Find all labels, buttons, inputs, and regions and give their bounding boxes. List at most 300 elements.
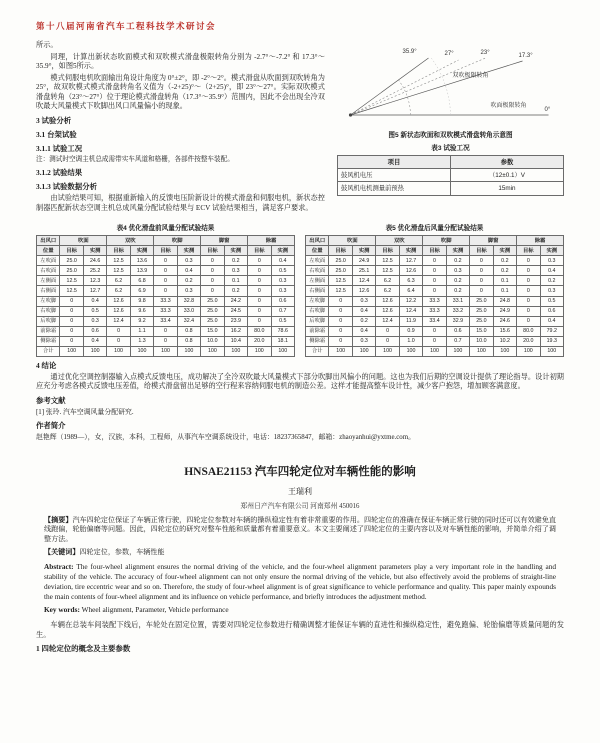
damper-angle-diagram — [337, 41, 564, 127]
table-cell: 100 — [399, 346, 422, 356]
keywords-cn-label: 【关键词】 — [44, 548, 80, 557]
table-cell: 12.5 — [376, 266, 399, 276]
table-cell: 100 — [248, 346, 271, 356]
table-cell: 0.5 — [540, 296, 563, 306]
table-cell: 12.7 — [83, 286, 106, 296]
table-row — [337, 182, 563, 195]
table-row — [37, 296, 295, 306]
table-cell: 10.2 — [493, 336, 516, 346]
table-row — [37, 346, 295, 356]
heading-3-1-1: 3.1.1 试验工况 — [36, 143, 83, 153]
table-cell: 33.3 — [423, 296, 446, 306]
table-cell: 15.0 — [201, 326, 224, 336]
table3-test-conditions — [337, 155, 564, 196]
table-cell: 0.4 — [352, 326, 375, 336]
paragraph-servo: 模式伺服电机吹面输出角设计角度为 0°±2°，即 -2°～2°。模式滑盘从吹面到双吹转角为 25°，故双吹模式模式滑盘转角名义值为（-2+25)°～（2+25)°，即 23°～27°。实际双吹模式滑盘转角（23°～27°）位于理论模式滑盘转角（17.3°～35.9°）范围内，因此不会出现全冷双吹最大风量模式下吹脚出风口风量偏小的现象。 — [36, 73, 325, 110]
table-header-cell: 目标 — [470, 246, 493, 256]
table-cell: 0 — [329, 296, 352, 306]
table-cell: 0 — [470, 286, 493, 296]
table-cell: 前除霜 — [37, 326, 60, 336]
table-cell: 0.3 — [83, 316, 106, 326]
table-cell: 33.1 — [446, 296, 469, 306]
table-cell: 侧除霜 — [37, 336, 60, 346]
table-header-cell: 实测 — [493, 246, 516, 256]
table-cell: 前除霜 — [306, 326, 329, 336]
table-cell: 0 — [248, 276, 271, 286]
abstract-cn-label: 【摘要】 — [44, 515, 73, 524]
table-header-cell: 实测 — [130, 246, 153, 256]
table-cell: 0.2 — [540, 276, 563, 286]
table-cell: （12±0.1）V — [450, 169, 563, 182]
table-header-cell: 实测 — [83, 246, 106, 256]
table-cell: 9.6 — [130, 306, 153, 316]
table-row — [37, 306, 295, 316]
table-cell: 0 — [154, 286, 177, 296]
table-cell: 100 — [83, 346, 106, 356]
table-cell: 12.5 — [107, 256, 130, 266]
table-row — [306, 316, 564, 326]
table-cell: 0 — [154, 256, 177, 266]
table-group-header-cell: 双吹 — [107, 236, 154, 246]
table-cell: 100 — [352, 346, 375, 356]
table-cell: 25.0 — [470, 296, 493, 306]
table-row — [306, 346, 564, 356]
table-row — [337, 169, 563, 182]
table-header-cell: 目标 — [60, 246, 83, 256]
table-cell: 24.6 — [83, 256, 106, 266]
table-cell: 32.4 — [177, 316, 200, 326]
figure5 — [337, 41, 564, 139]
table-cell: 15.6 — [493, 326, 516, 336]
table-cell: 0 — [60, 306, 83, 316]
table-cell: 12.6 — [107, 306, 130, 316]
table-header-cell: 目标 — [201, 246, 224, 256]
table-cell: 12.7 — [399, 256, 422, 266]
table-cell: 100 — [423, 346, 446, 356]
table-cell: 33.3 — [154, 296, 177, 306]
table-cell: 0.4 — [540, 316, 563, 326]
heading-4-conclusion: 4 结论 — [36, 361, 57, 370]
table-header-cell: 实测 — [271, 246, 294, 256]
author-bio: 赵艳辉（1989—），女，汉族，本科，工程师，从事汽车空调系统设计，电话：18237365847，邮箱：zhaoyanhui@yxtme.com。 — [36, 434, 415, 442]
table-cell: 0 — [60, 296, 83, 306]
table-cell: 0 — [154, 336, 177, 346]
table-cell: 0 — [201, 256, 224, 266]
table-cell: 32.9 — [446, 316, 469, 326]
table-cell: 0.7 — [271, 306, 294, 316]
table-cell: 0.3 — [271, 286, 294, 296]
table-cell: 12.5 — [60, 286, 83, 296]
table-cell: 0.5 — [83, 306, 106, 316]
table-cell: 左吹脚 — [306, 296, 329, 306]
table-cell: 0 — [60, 336, 83, 346]
table-cell: 100 — [177, 346, 200, 356]
table-cell: 25.0 — [329, 266, 352, 276]
table-cell: 15.0 — [470, 326, 493, 336]
table-cell: 0.4 — [352, 306, 375, 316]
table-cell: 16.2 — [224, 326, 247, 336]
table-cell: 12.2 — [399, 296, 422, 306]
paper2-author: 王瑞利 — [288, 486, 312, 496]
table-cell: 25.0 — [201, 306, 224, 316]
table4-block — [36, 220, 295, 357]
table-cell: 0.1 — [493, 276, 516, 286]
table-cell: 33.3 — [154, 306, 177, 316]
table-cell: 0 — [423, 256, 446, 266]
table-cell: 25.0 — [60, 266, 83, 276]
table-cell: 0 — [423, 286, 446, 296]
table-header-row — [37, 246, 295, 256]
table-cell: 0.2 — [446, 276, 469, 286]
keywords-en — [44, 605, 556, 614]
table-cell: 0.2 — [177, 276, 200, 286]
label-face-range: 吹面极限转角 — [490, 103, 527, 109]
paper2-affiliation: 郑州日产汽车有限公司 河南郑州 450016 — [240, 502, 360, 510]
table-cell: 0.9 — [399, 326, 422, 336]
table-cell: 100 — [446, 346, 469, 356]
table-cell: 0 — [423, 326, 446, 336]
table-cell: 18.1 — [271, 336, 294, 346]
table-cell: 0 — [376, 336, 399, 346]
table — [36, 235, 295, 357]
table-cell: 12.6 — [352, 286, 375, 296]
table-cell: 右侧面 — [306, 286, 329, 296]
table-cell: 0 — [329, 316, 352, 326]
table-cell: 0 — [201, 266, 224, 276]
table-cell: 合计 — [306, 346, 329, 356]
table-cell: 0.4 — [83, 336, 106, 346]
right-column — [337, 41, 564, 215]
table-cell: 左吹面 — [306, 256, 329, 266]
table-cell: 0.3 — [224, 266, 247, 276]
table-cell: 0.4 — [271, 256, 294, 266]
table-cell: 0.2 — [493, 256, 516, 266]
table-cell: 6.2 — [107, 276, 130, 286]
table-cell: 0.7 — [446, 336, 469, 346]
table-cell: 25.0 — [60, 256, 83, 266]
table-header-cell: 实测 — [224, 246, 247, 256]
table-cell: 0 — [423, 336, 446, 346]
table-cell: 0 — [329, 326, 352, 336]
table-cell: 33.0 — [177, 306, 200, 316]
table — [337, 155, 564, 196]
table-cell: 12.6 — [399, 266, 422, 276]
table-group-header-cell: 出风口 — [37, 236, 60, 246]
table-cell: 6.2 — [376, 286, 399, 296]
table-group-header-cell: 吹脚 — [154, 236, 201, 246]
left-column — [36, 41, 325, 215]
table-cell: 19.3 — [540, 336, 563, 346]
table-cell: 25.0 — [329, 256, 352, 266]
table-cell: 100 — [493, 346, 516, 356]
table-cell: 右吹面 — [37, 266, 60, 276]
results-tables-row — [36, 220, 564, 357]
table-cell: 33.3 — [423, 306, 446, 316]
table-cell: 33.4 — [154, 316, 177, 326]
table-cell: 0 — [470, 266, 493, 276]
table-cell: 24.9 — [352, 256, 375, 266]
table-cell: 25.1 — [352, 266, 375, 276]
table-cell: 0.4 — [177, 266, 200, 276]
table-cell: 右侧面 — [37, 286, 60, 296]
references-heading: 参考文献 — [36, 395, 66, 405]
table-group-header-row — [306, 236, 564, 246]
conclusion-paragraph: 通过优化空调控制器输入点模式反馈电压，成功解决了全冷双吹最大风量模式下部分吹脚出风偏小的问题。这也为我们后期的空调设计提供了理论指导。设计初期应充分考虑各模式反馈电压差值，给模式滑盘留出足够的空行程来容纳伺服电机的制造公差。这样才能提高整车设计性，减少客户抱怨，增加顾客满意度。 — [36, 372, 564, 391]
table-cell: 0.2 — [493, 266, 516, 276]
table5-after-optimization — [305, 235, 564, 357]
table-cell: 6.8 — [130, 276, 153, 286]
table-cell: 0.3 — [540, 286, 563, 296]
table-cell: 1.3 — [130, 336, 153, 346]
paper2-heading-1: 1 四轮定位的概念及主要参数 — [36, 644, 131, 654]
table-cell: 0 — [107, 326, 130, 336]
table — [305, 235, 564, 357]
table-cell: 0.1 — [224, 276, 247, 286]
table-cell: 9.2 — [130, 316, 153, 326]
table-cell: 0 — [517, 276, 540, 286]
abstract-en-text: The four-wheel alignment ensures the normal driving of the vehicle, and the four-wheel alignment parameters play a very important role in the handling and stability of the vehicle. The accuracy of four-wheel alignment can not only ensure the normal driving of the vehicle, but also effectively avoid the problems of straight-line deviation, tire eccentric wear and so on. Therefore, the study of four-wheel alignment is of great significance to vehicle performance and quality. This paper mainly expounds the main contents of four-wheel alignment and its influence on vehicle performance, and briefly introduces the adjustment method. — [44, 562, 557, 602]
table-group-header-cell: 除霜 — [517, 236, 564, 246]
keywords-cn-text: 四轮定位，参数，车辆性能 — [79, 548, 165, 557]
table-cell: 0 — [517, 306, 540, 316]
table-cell: 100 — [540, 346, 563, 356]
table-cell: 100 — [60, 346, 83, 356]
abstract-en — [44, 562, 556, 602]
table-cell: 78.6 — [271, 326, 294, 336]
table-cell: 0 — [248, 286, 271, 296]
paragraph-lead: 所示。 — [36, 41, 58, 49]
table-cell: 12.3 — [83, 276, 106, 286]
table-cell: 左侧面 — [37, 276, 60, 286]
table-cell: 0 — [248, 256, 271, 266]
table-cell: 100 — [329, 346, 352, 356]
table-cell: 后吹脚 — [306, 316, 329, 326]
table-header-cell: 项目 — [337, 156, 450, 169]
abstract-cn — [44, 516, 556, 545]
label-17-3: 17.3° — [518, 53, 533, 59]
table-cell: 0.6 — [446, 326, 469, 336]
table-cell: 100 — [224, 346, 247, 356]
table-cell: 12.6 — [376, 306, 399, 316]
table-cell: 12.6 — [376, 296, 399, 306]
table-cell: 12.5 — [329, 276, 352, 286]
table-cell: 6.2 — [107, 286, 130, 296]
table-header-cell: 目标 — [154, 246, 177, 256]
paragraph-angles: 同理，计算出新状态吹面模式和双吹模式滑盘极限转角分别为 -2.7°～-7.2° 和 17.3°～35.9°，如图5所示。 — [36, 52, 325, 70]
table-cell: 0 — [329, 306, 352, 316]
table-cell: 0 — [248, 316, 271, 326]
table-cell: 0.6 — [540, 306, 563, 316]
table-header-cell: 目标 — [107, 246, 130, 256]
paper2-intro-paragraph: 车辆在总装车间装配下线后，车轮处在固定位置，需要对四轮定位参数进行精确调整才能保证车辆的直进性和操纵稳定性，避免跑偏、轮胎偏磨等质量问题的发生。 — [36, 621, 564, 639]
label-0: 0° — [544, 107, 551, 113]
table-cell: 鼓风机电压 — [337, 169, 450, 182]
table-cell: 后吹脚 — [37, 316, 60, 326]
table-cell: 12.5 — [376, 256, 399, 266]
table-cell: 0.3 — [177, 286, 200, 296]
table-cell: 0 — [248, 266, 271, 276]
table-cell: 0 — [248, 306, 271, 316]
table-header-cell: 目标 — [517, 246, 540, 256]
label-35-9: 35.9° — [402, 49, 417, 55]
table-cell: 6.3 — [399, 276, 422, 286]
table-header-cell: 实测 — [399, 246, 422, 256]
table-cell: 33.2 — [446, 306, 469, 316]
table-cell: 12.5 — [60, 276, 83, 286]
table-row — [306, 326, 564, 336]
table-cell: 33.4 — [423, 316, 446, 326]
table-group-header-row — [37, 236, 295, 246]
table-cell: 6.2 — [376, 276, 399, 286]
table-cell: 25.0 — [470, 316, 493, 326]
table-cell: 12.4 — [376, 316, 399, 326]
table-cell: 0 — [470, 276, 493, 286]
table4-before-optimization — [36, 235, 295, 357]
table-cell: 1.0 — [399, 336, 422, 346]
table-cell: 80.0 — [248, 326, 271, 336]
table-header-row — [306, 246, 564, 256]
table-cell: 0.3 — [540, 256, 563, 266]
table-group-header-cell: 吹面 — [329, 236, 376, 246]
table-header-row — [337, 156, 563, 169]
table-row — [37, 266, 295, 276]
table-group-header-cell: 脚窗 — [470, 236, 517, 246]
table-cell: 25.0 — [470, 306, 493, 316]
table-group-header-cell: 吹面 — [60, 236, 107, 246]
heading-3: 3 试验分析 — [36, 115, 72, 125]
table-cell: 12.4 — [352, 276, 375, 286]
table-cell: 0.2 — [352, 316, 375, 326]
table-cell: 13.6 — [130, 256, 153, 266]
table5-caption: 表5 优化滑盘后风量分配试验结果 — [385, 225, 484, 233]
keywords-cn — [44, 547, 556, 557]
abstract-cn-text: 汽车四轮定位保证了车辆正常行驶，四轮定位参数对车辆的操纵稳定性有着非常重要的作用。四轮定位的准确在保证车辆正常行驶的同时还可以有效避免直线跑偏，轮胎偏磨等问题。因此，四轮定位的研究对整车性能和质量都有着重要意义。本文主要阐述了四轮定位的主要内容以及对车辆性能的影响，并简单介绍了调整方法。 — [44, 515, 557, 543]
table-cell: 32.8 — [177, 296, 200, 306]
table-row — [306, 276, 564, 286]
test-note: 注：测试时空调主机总成需带实车风道和格栅，各部件按整车装配。 — [36, 155, 234, 163]
table-cell: 25.0 — [201, 296, 224, 306]
table-cell: 23.9 — [224, 316, 247, 326]
table-cell: 0.4 — [83, 296, 106, 306]
table-row — [306, 306, 564, 316]
label-dual-range: 双吹极限转角 — [452, 73, 489, 79]
table-cell: 0 — [60, 316, 83, 326]
table-cell: 右吹脚 — [37, 306, 60, 316]
table-group-header-cell: 吹脚 — [423, 236, 470, 246]
table-cell: 12.4 — [399, 306, 422, 316]
table-cell: 13.9 — [130, 266, 153, 276]
table-cell: 0.1 — [493, 286, 516, 296]
table-cell: 6.4 — [399, 286, 422, 296]
table-row — [37, 326, 295, 336]
keywords-en-label: Key words: — [44, 605, 80, 615]
table-cell: 0 — [201, 276, 224, 286]
table-cell: 0.3 — [352, 336, 375, 346]
table-cell: 0.5 — [271, 316, 294, 326]
table-cell: 0 — [376, 326, 399, 336]
table-cell: 100 — [154, 346, 177, 356]
table-row — [37, 316, 295, 326]
table-cell: 0 — [60, 326, 83, 336]
figure5-caption: 图5 新状态吹面和双吹模式滑盘转角示意图 — [388, 132, 513, 139]
table-row — [37, 276, 295, 286]
table-cell: 0.8 — [177, 336, 200, 346]
heading-3-1: 3.1 台架试验 — [36, 129, 77, 139]
table-cell: 25.0 — [201, 316, 224, 326]
table-header-cell: 实测 — [446, 246, 469, 256]
paragraph-analysis: 由试验结果可知，根据重新输入的反馈电压阶新设计的模式滑盘和伺服电机，新状态控制器匹配新状态空调主机总成风量分配试验结果与 ECV 试验结果相当，满足客户要求。 — [36, 194, 325, 212]
heading-3-1-2: 3.1.2 试验结果 — [36, 168, 83, 178]
table-header-cell: 实测 — [177, 246, 200, 256]
table-cell: 24.6 — [493, 316, 516, 326]
table-cell: 0 — [423, 266, 446, 276]
table-cell: 0 — [154, 326, 177, 336]
table-row — [306, 286, 564, 296]
table-cell: 100 — [271, 346, 294, 356]
table-cell: 100 — [376, 346, 399, 356]
table-cell: 12.4 — [107, 316, 130, 326]
table-cell: 0.2 — [224, 256, 247, 266]
table-cell: 100 — [470, 346, 493, 356]
table-cell: 100 — [130, 346, 153, 356]
conclusion-section — [36, 361, 564, 443]
table-row — [306, 336, 564, 346]
table-header-cell: 位置 — [306, 246, 329, 256]
table-cell: 0.3 — [352, 296, 375, 306]
table-cell: 79.2 — [540, 326, 563, 336]
second-paper — [36, 463, 564, 655]
table-cell: 100 — [517, 346, 540, 356]
table-row — [37, 286, 295, 296]
table-cell: 0 — [201, 286, 224, 296]
table-cell: 0 — [423, 276, 446, 286]
table-cell: 10.4 — [224, 336, 247, 346]
table-row — [306, 296, 564, 306]
table-row — [37, 256, 295, 266]
table-cell: 20.0 — [517, 336, 540, 346]
table-group-header-cell: 脚窗 — [201, 236, 248, 246]
table-cell: 0 — [517, 256, 540, 266]
table-cell: 0.3 — [446, 266, 469, 276]
table-header-cell: 目标 — [376, 246, 399, 256]
table-cell: 0 — [154, 276, 177, 286]
table-cell: 左吹脚 — [37, 296, 60, 306]
table-cell: 12.5 — [107, 266, 130, 276]
table-cell: 右吹面 — [306, 266, 329, 276]
table-header-cell: 目标 — [329, 246, 352, 256]
table-cell: 0.3 — [271, 276, 294, 286]
table-header-cell: 实测 — [540, 246, 563, 256]
table-cell: 11.9 — [399, 316, 422, 326]
table-cell: 合计 — [37, 346, 60, 356]
table-cell: 0.2 — [446, 286, 469, 296]
table-cell: 12.6 — [107, 296, 130, 306]
pivot-point — [349, 113, 352, 116]
table-cell: 24.9 — [493, 306, 516, 316]
table-group-header-cell: 除霜 — [248, 236, 295, 246]
table-cell: 0 — [517, 316, 540, 326]
table-cell: 0.5 — [271, 266, 294, 276]
table-cell: 0 — [329, 336, 352, 346]
table3-caption: 表3 试验工况 — [431, 145, 470, 152]
keywords-en-text: Wheel alignment, Parameter, Vehicle performance — [81, 605, 229, 615]
table5-block — [305, 220, 564, 357]
table-cell: 24.5 — [224, 306, 247, 316]
table-header-cell: 目标 — [423, 246, 446, 256]
table4-caption: 表4 优化滑盘前风量分配试验结果 — [116, 225, 215, 233]
table-row — [37, 336, 295, 346]
table-cell: 0 — [248, 296, 271, 306]
